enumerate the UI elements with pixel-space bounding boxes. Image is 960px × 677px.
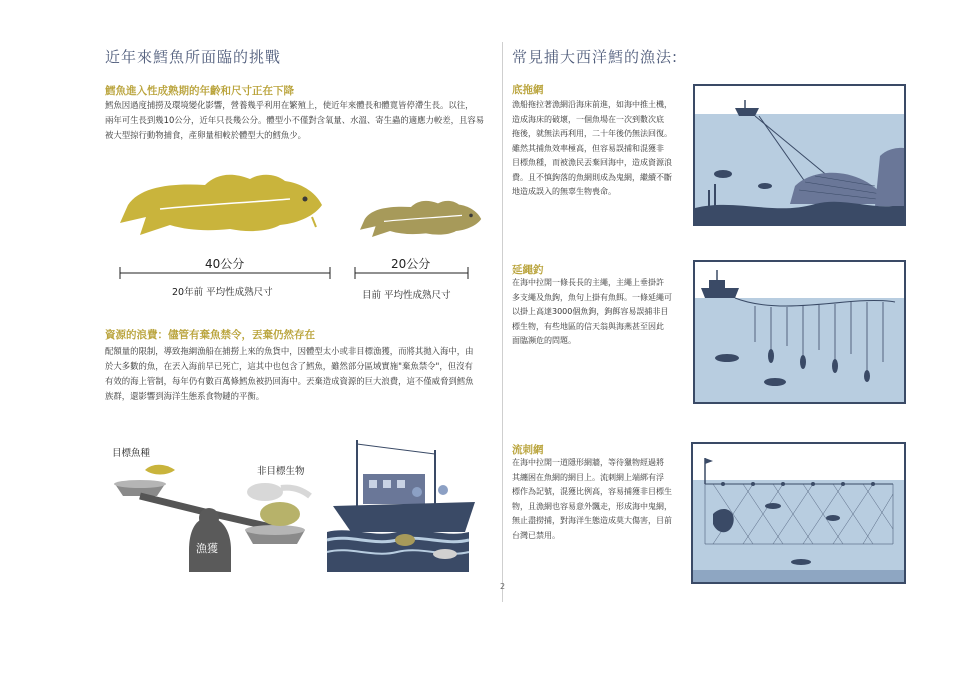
section1-line: 兩年可生長到幾10公分，近年只長幾公分。體型小不僅對含氧量、水溫、寄生蟲的適應力較差，且容易 [105,115,485,125]
method-line: 造成海床的破壞，一個魚場在一次到數次底 [512,114,664,124]
section1-line: 鱈魚因過度捕撈及環境變化影響，營養幾乎利用在繁殖上，使近年來體長和體寬皆停滯生長。以往， [105,100,474,110]
method-line: 在海中拉開一條長長的主繩，主繩上垂掛許 [512,278,664,287]
method-line: 費。且不慎鉤落的魚網則成為鬼網，繼續不斷 [512,172,672,182]
target-species-label: 目標魚種 [112,448,151,459]
catch-base-label: 漁獲 [196,542,218,555]
method-line: 其纏困在魚網的網目上。流刺網上端綁有浮 [512,472,664,482]
section1-line: 被大型掠行動物捕食，產卵量相較於體型大的鱈魚少。 [105,130,306,140]
gillnet-illustration [691,442,906,584]
section2-line: 族群，還影響到海洋生態系食物鏈的平衡。 [105,391,265,401]
bottom-trawl-illustration [693,84,906,226]
section1-body [105,98,495,143]
method-description [512,276,692,349]
method-line: 以掛上高達3000個魚鉤，鉤餌容易誤捕非目 [512,307,669,316]
small-size-caption: 目前 平均性成熟尺寸 [362,290,451,301]
method-line: 雖然其捕魚效率極高，但容易誤捕和混獲非 [512,143,664,153]
longline-illustration [693,260,906,404]
method-line: 漁船拖拉著漁網沿海床前進，如海中推土機， [512,100,672,109]
method-line: 面臨瀕危的問題。 [512,336,576,345]
longline-boat-icon [701,288,739,298]
method-line: 拖後，就無法再利用，二十年後仍無法回復。 [512,129,672,138]
section2-line: 有效的海上管制，每年仍有數百萬條鱈魚被扔回海中。丟棄造成資源的巨大浪費，這不僅威脅到鱈魚 [105,376,474,386]
section2-heading: 資源的浪費：儘管有棄魚禁令，丟棄仍然存在 [105,329,315,341]
section2-body [105,344,500,404]
big-cod-icon [120,175,322,235]
bycatch-scale-illustration [105,432,500,582]
big-size-caption: 20年前 平均性成熟尺寸 [172,287,273,298]
section2-line: 配額量的限制，導致拖網漁船在捕撈上來的魚貨中，因體型太小或非目標漁獲，而將其拋入海中，由 [105,346,474,356]
left-title: 近年來鱈魚所面臨的挑戰 [105,48,282,66]
big-size-label: 40公分 [202,255,247,272]
small-size-label: 20公分 [388,255,433,272]
page-number: 2 [500,582,506,591]
method-name: 底拖網 [512,84,544,96]
method-line: 在海中拉開一道隱形網牆，等待獵物經過將 [512,458,664,467]
method-line: 目標魚種，而被漁民丟棄回海中，造成資源浪 [512,158,672,167]
method-line: 台灣已禁用。 [512,530,560,540]
method-line: 物，且漁網也容易意外飄走，形成海中鬼網， [512,501,672,511]
cod-size-illustration [100,165,490,245]
method-name: 延繩釣 [512,264,544,276]
method-name: 流刺網 [512,444,544,456]
small-cod-icon [360,201,481,237]
section1-heading: 鱈魚進入性成熟期的年齡和尺寸正在下降 [105,85,294,97]
section2-line: 於大多數的魚，在丟入海前早已死亡，這其中也包含了鱈魚，雖然部分區域實施"棄魚禁令"，但沒有 [105,361,473,371]
trawler-icon [735,108,759,116]
right-title: 常見捕大西洋鱈的漁法: [512,48,679,66]
method-line: 無止盡撈捕，對海洋生態造成莫大傷害，目前 [512,516,672,525]
column-divider [500,42,506,602]
nontarget-label: 非目標生物 [257,466,305,477]
method-description [512,456,692,543]
fishing-boat-icon [327,440,475,572]
method-line: 地造成誤入的無辜生物喪命。 [512,187,616,196]
method-line: 標生物，有些地區的信天翁與海燕甚至因此 [512,321,664,331]
method-line: 多支繩及魚鉤，魚句上掛有魚餌。一條延繩可 [512,292,672,302]
method-line: 標作為記號，混獲比例高，容易捕獲非目標生 [512,487,672,496]
method-description [512,98,692,200]
